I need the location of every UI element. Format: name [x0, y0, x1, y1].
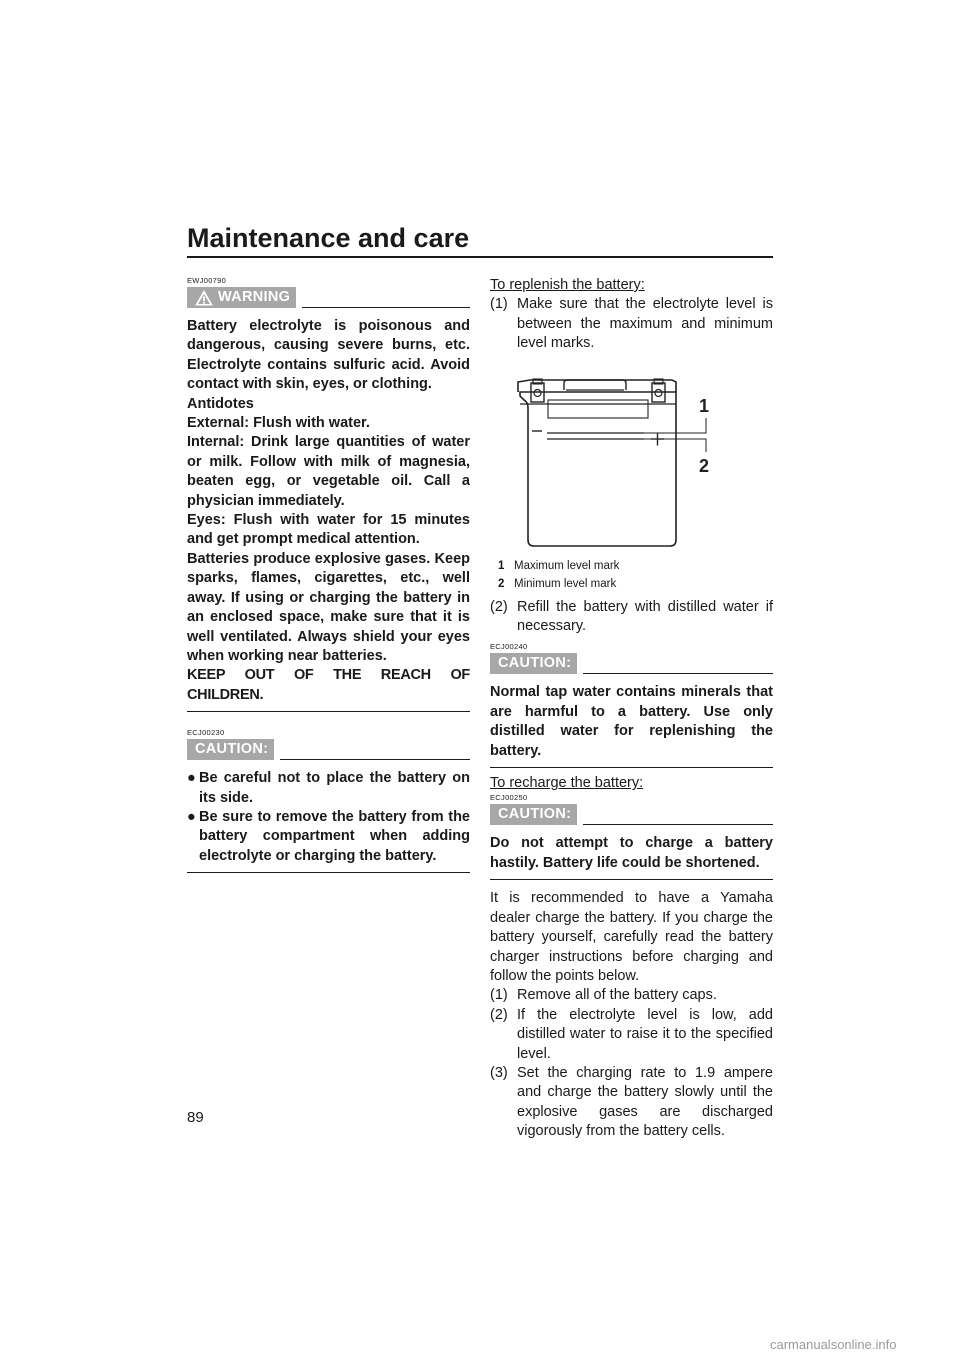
page-title: Maintenance and care — [187, 223, 470, 253]
caution-badge: CAUTION: — [490, 804, 577, 825]
bullet-icon: ● — [187, 770, 196, 787]
step-item: (2) If the electrolyte level is low, add distilled water to raise it to the specified level. — [490, 1006, 773, 1062]
caution-code: ECJ00240 — [490, 642, 528, 652]
caution-header — [490, 653, 773, 674]
figure-legend — [490, 557, 773, 593]
caution-end-rule — [187, 872, 470, 873]
page-header — [187, 222, 773, 258]
warning-paragraph: Antidotes — [187, 395, 254, 412]
caution-text: Do not attempt to charge a battery hastily. Battery life could be shortened. — [490, 835, 773, 871]
recharge-heading: To recharge the battery: — [490, 775, 644, 792]
recharge-body — [490, 889, 773, 1141]
caution-header — [490, 804, 773, 825]
replenish-heading: To replenish the battery: — [490, 277, 645, 293]
warning-paragraph: Batteries produce explosive gases. Keep sparks, flames, cigarettes, etc., well away. If using or charging the battery in an enclosed space, make sure that it is well ventilated. Always shield your eyes when working near batteries. — [187, 550, 470, 664]
warning-paragraph: Eyes: Flush with water for 15 minutes and get prompt medical attention. — [187, 512, 470, 548]
callout-2: 2 — [699, 455, 710, 476]
caution-code: ECJ00250 — [490, 793, 528, 803]
step-item: (1) Remove all of the battery caps. — [490, 987, 717, 1004]
step-item: (1) Make sure that the electrolyte level is between the maximum and minimum level marks. — [490, 296, 773, 352]
page-number: 89 — [187, 1109, 204, 1126]
step-item: (2) Refill the battery with distilled water if necessary. — [490, 598, 773, 635]
list-item: ● Be careful not to place the battery on its side. — [187, 769, 470, 808]
caution-text — [187, 769, 470, 866]
step-item: (3) Set the charging rate to 1.9 ampere and charge the battery slowly until the explosive gases are discharged vigorously from the battery cells. — [490, 1064, 773, 1140]
bullet-icon: ● — [187, 808, 196, 825]
warning-triangle-icon — [195, 290, 213, 306]
legend-item: 1 Maximum level mark — [498, 559, 620, 572]
caution-rule — [280, 759, 470, 760]
battery-diagram — [490, 362, 773, 557]
caution-end-rule — [490, 879, 773, 880]
caution-header — [187, 739, 470, 760]
warning-badge — [187, 287, 296, 308]
left-column — [187, 276, 470, 873]
caution-text: Normal tap water contains minerals that are harmful to a battery. Use only distilled water for replenishing the battery. — [490, 684, 773, 759]
intro-paragraph: It is recommended to have a Yamaha dealer charge the battery. If you charge the battery yourself, carefully read the battery charger instructions before charging and follow the points below. — [490, 890, 773, 984]
warning-paragraph: Battery electrolyte is poisonous and dangerous, causing severe burns, etc. Electrolyte contains sulfuric acid. Avoid contact with skin, eyes, or clothing. — [187, 318, 470, 393]
caution-badge: CAUTION: — [187, 739, 274, 760]
caution-rule — [583, 673, 773, 674]
caution-rule — [583, 824, 773, 825]
warning-code: EWJ00790 — [187, 276, 227, 285]
caution-badge: CAUTION: — [490, 653, 577, 674]
warning-paragraph: Internal: Drink large quantities of water or milk. Follow with milk of magnesia, beaten egg, or vegetable oil. Call a physician immediately. — [187, 434, 470, 509]
legend-item: 2 Minimum level mark — [498, 577, 617, 590]
warning-text — [187, 317, 470, 705]
warning-rule — [302, 307, 470, 308]
watermark: carmanualsonline.info — [770, 1337, 897, 1352]
caution-bullets — [187, 769, 470, 866]
warning-paragraph: External: Flush with water. — [187, 415, 370, 432]
list-item: ● Be sure to remove the battery from the battery compartment when adding electrolyte or charging the battery. — [187, 808, 470, 866]
caution-code: ECJ00230 — [187, 728, 225, 738]
right-column — [490, 276, 773, 1142]
warning-label: WARNING — [218, 288, 291, 305]
warning-header — [187, 287, 470, 308]
warning-paragraph: KEEP OUT OF THE REACH OF CHILDREN. — [187, 667, 470, 703]
callout-1: 1 — [699, 395, 710, 416]
battery-figure — [490, 362, 773, 557]
